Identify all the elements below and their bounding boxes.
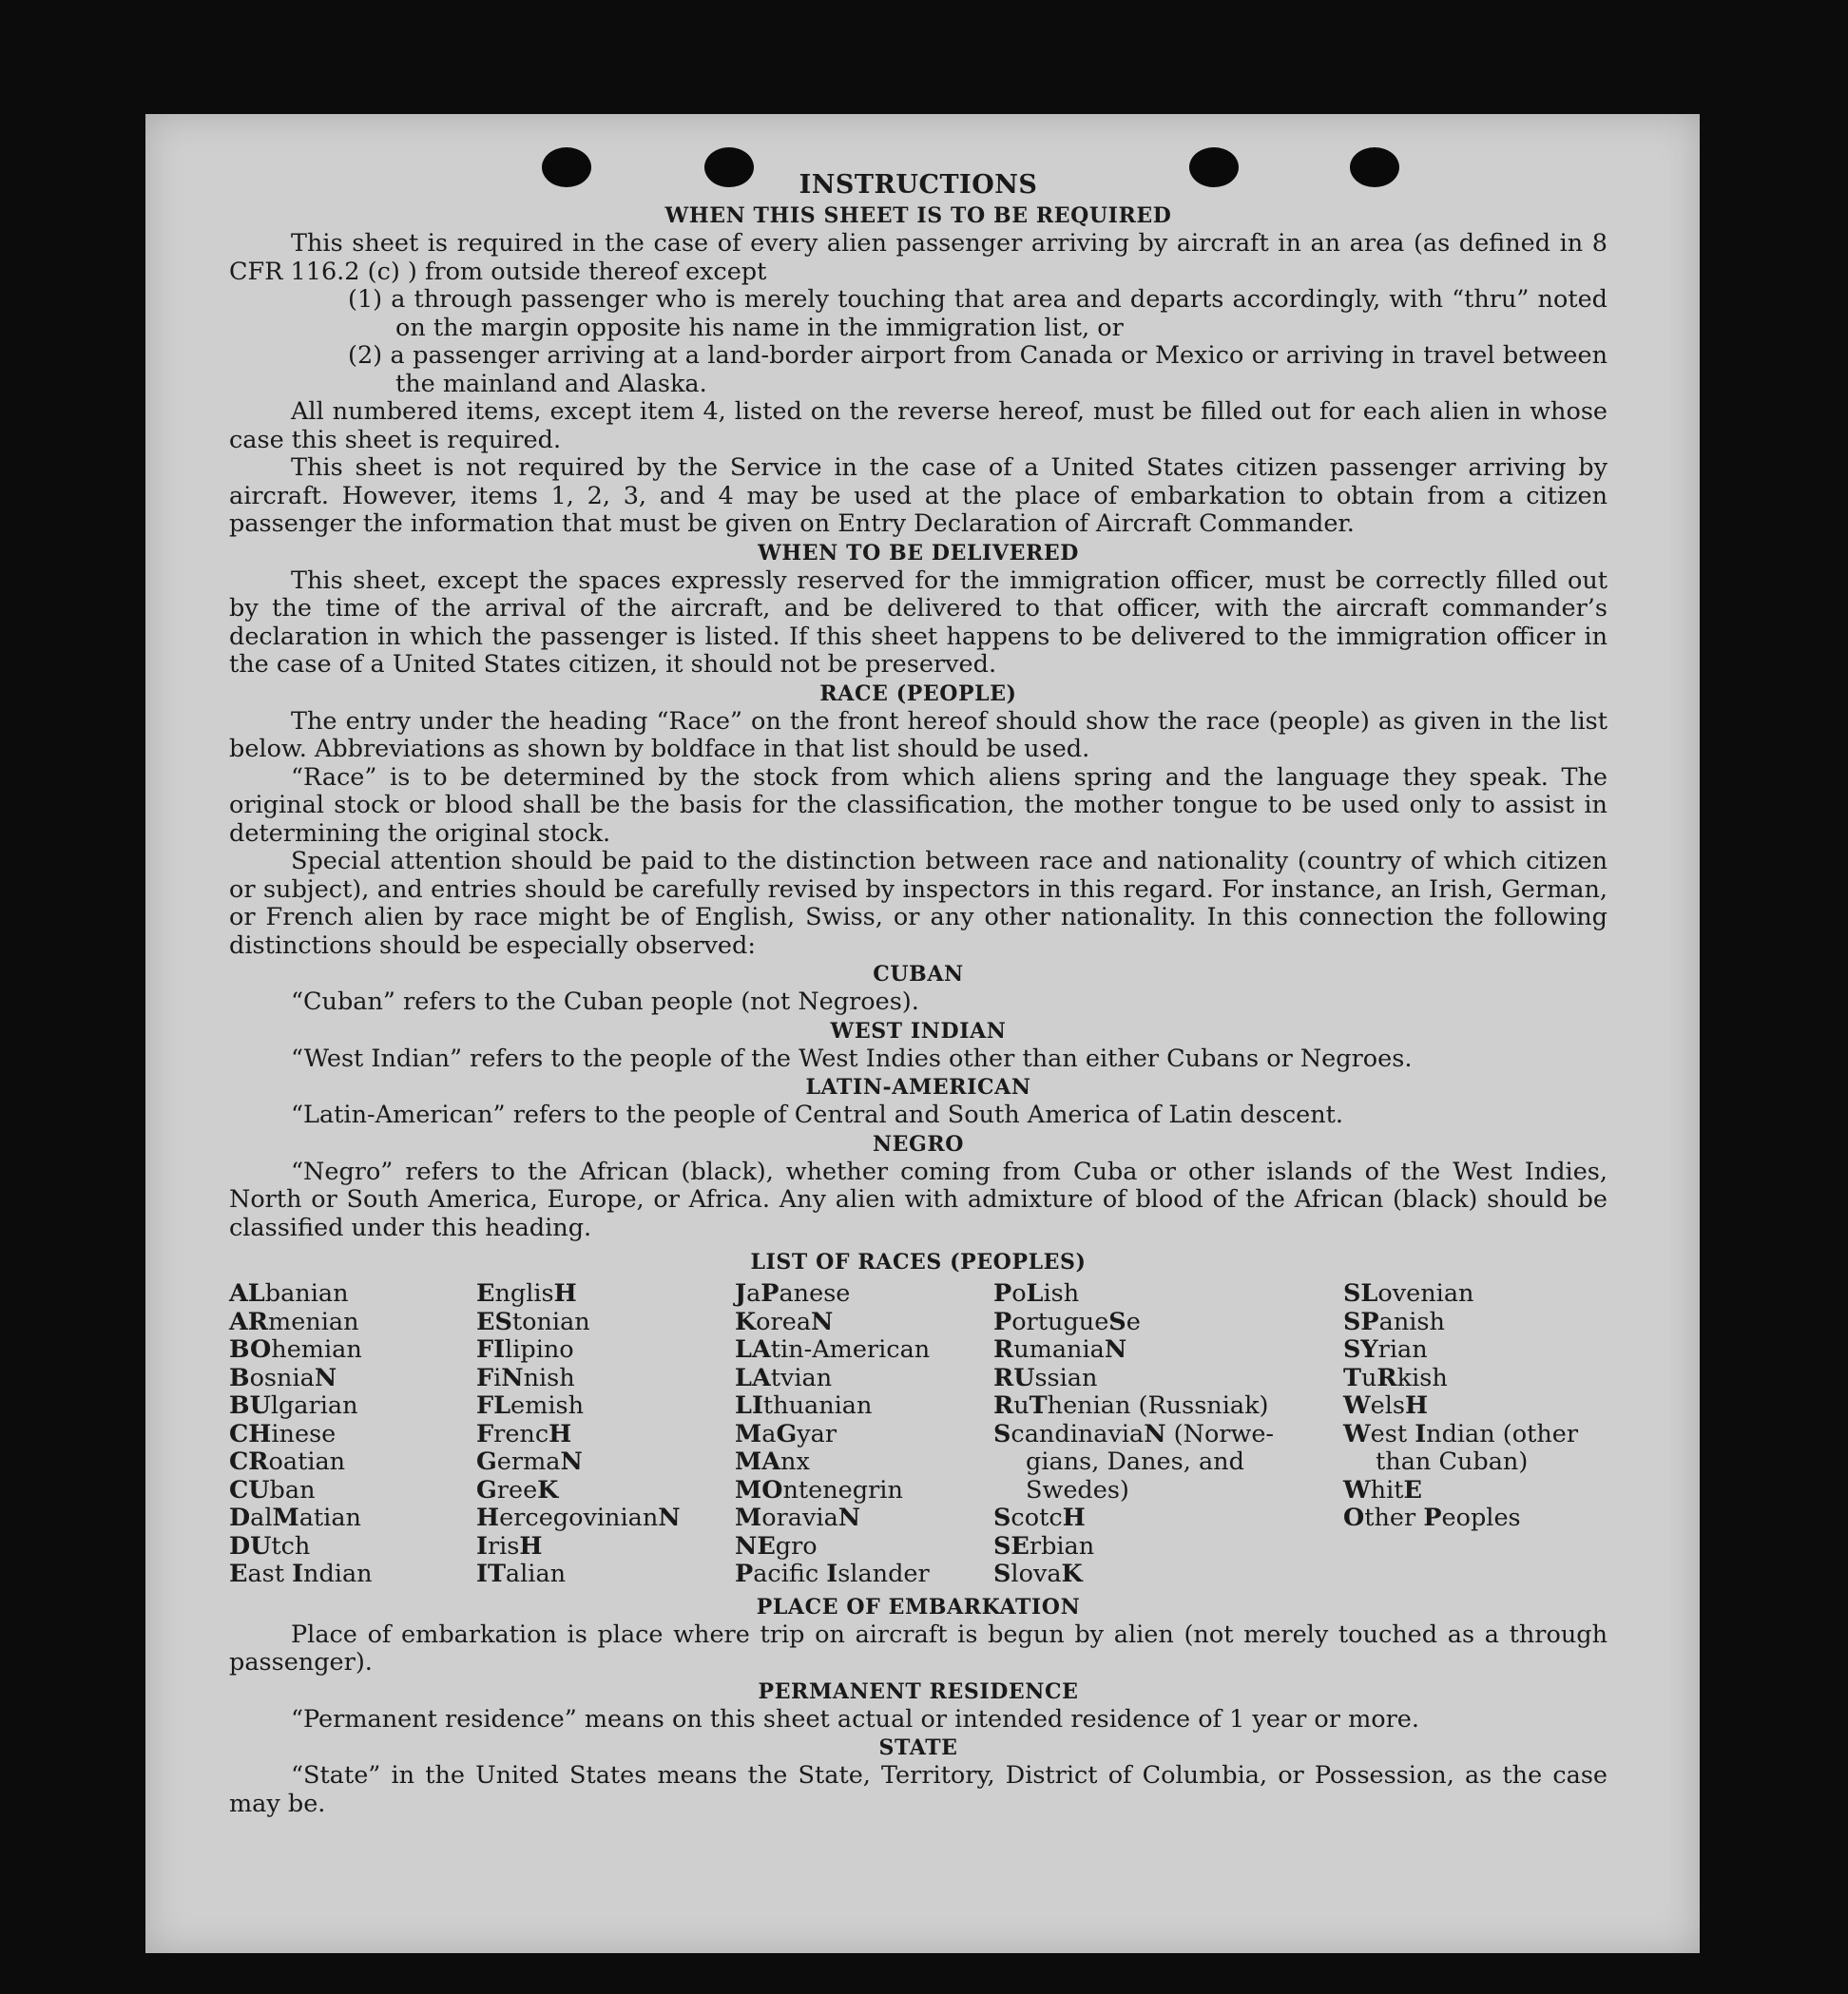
paragraph: This sheet is required in the case of every alien passenger arriving by aircraft in an area (as defined in 8 CFR 116.2 (c) ) from outside thereof except — [229, 229, 1607, 286]
race-entry: West Indian (other — [1343, 1419, 1579, 1448]
race-entry: BUlgarian — [229, 1391, 358, 1420]
race-entry: SLovenian — [1343, 1279, 1474, 1308]
heading-when-required: WHEN THIS SHEET IS TO BE REQUIRED — [664, 203, 1172, 228]
race-entry: Swedes) — [1026, 1475, 1129, 1505]
races-column — [229, 1280, 476, 1589]
paragraph: “State” in the United States means the State, Territory, District of Columbia, or Possession, as the case may be. — [229, 1761, 1607, 1818]
race-entry: ARmenian — [229, 1307, 359, 1336]
race-entry: gians, Danes, and — [1026, 1448, 1244, 1476]
race-entry: FLemish — [476, 1391, 585, 1420]
race-entry: PoLish — [993, 1279, 1080, 1308]
heading-when-delivered: WHEN TO BE DELIVERED — [758, 540, 1079, 566]
instructions-text — [229, 169, 1607, 1818]
race-entry: ITalian — [476, 1560, 567, 1588]
race-entry: East Indian — [229, 1560, 373, 1588]
paragraph: Special attention should be paid to the distinction between race and nationality (country of which citizen or subject), and entries should be carefully revised by inspectors in this regard. For instance, an Irish, German, or French alien by race might be of English, Swiss, or any other nationality. In this connection the following distinctions should be especially observed: — [229, 847, 1607, 960]
race-entry: FIlipino — [476, 1335, 574, 1364]
races-column — [476, 1280, 735, 1589]
heading-latin-american: LATIN-AMERICAN — [805, 1075, 1031, 1100]
race-entry: DalMatian — [229, 1504, 361, 1532]
race-entry: Pacifc Islander — [735, 1560, 930, 1588]
race-entry: IrisH — [476, 1531, 543, 1561]
race-entry: SErbian — [993, 1531, 1095, 1561]
heading-race: RACE (PEOPLE) — [819, 681, 1017, 706]
race-entry: ALbanian — [229, 1279, 349, 1308]
races-list — [229, 1280, 1607, 1589]
race-entry: FiNnish — [476, 1363, 575, 1392]
race-entry: NEgro — [735, 1531, 818, 1561]
paragraph: “Permanent residence” means on this sheet actual or intended residence of 1 year or more. — [291, 1704, 1419, 1734]
paragraph: All numbered items, except item 4, listed on the reverse hereof, must be filled out for each alien in whose case this sheet is required. — [229, 397, 1607, 454]
race-entry: LAtvian — [735, 1363, 833, 1392]
race-entry: CUban — [229, 1475, 316, 1505]
races-column — [1343, 1280, 1607, 1589]
race-entry: TuRkish — [1343, 1363, 1448, 1392]
race-entry: MoraviaN — [735, 1504, 861, 1532]
race-entry: CRoatian — [229, 1448, 346, 1476]
race-entry: BOhemian — [229, 1335, 362, 1364]
race-entry: JaPanese — [735, 1279, 851, 1308]
race-entry: LAtin-American — [735, 1335, 931, 1364]
paragraph: The entry under the heading “Race” on the front hereof should show the race (people) as given in the list below. Abbreviations as shown by boldface in that list should be used. — [229, 706, 1607, 763]
heading-list-of-races: LIST OF RACES (PEOPLES) — [750, 1250, 1087, 1275]
races-column — [735, 1280, 993, 1589]
page-title: INSTRUCTIONS — [799, 170, 1038, 200]
paragraph: “Cuban” refers to the Cuban people (not Negroes). — [291, 987, 919, 1016]
race-entry: KoreaN — [735, 1307, 834, 1336]
race-entry: FrencH — [476, 1419, 572, 1448]
race-entry: ScotcH — [993, 1504, 1086, 1532]
race-entry: MaGyar — [735, 1419, 837, 1448]
heading-west-indian: WEST INDIAN — [830, 1018, 1007, 1044]
race-entry: SYrian — [1343, 1335, 1428, 1364]
heading-permanent-residence: PERMANENT RESIDENCE — [758, 1678, 1079, 1704]
race-entry: MAnx — [735, 1448, 810, 1476]
race-entry: RUssian — [993, 1363, 1098, 1392]
document-page — [145, 114, 1700, 1953]
race-entry: PortugueSe — [993, 1307, 1141, 1336]
race-entry: DUtch — [229, 1531, 311, 1561]
race-entry: BosniaN — [229, 1363, 337, 1392]
list-item: (1) a through passenger who is merely touching that area and departs accordingly, with “thru” noted on the margin opposite his name in the immigration list, or — [348, 285, 1607, 342]
paragraph: This sheet is not required by the Service in the case of a United States citizen passenger arriving by aircraft. However, items 1, 2, 3, and 4 may be used at the place of embarkation to obtain from a citizen passenger the information that must be given on Entry Declaration of Aircraft Commander. — [229, 453, 1607, 538]
heading-negro: NEGRO — [872, 1131, 965, 1157]
race-entry: EStonian — [476, 1307, 590, 1336]
race-entry: WhitE — [1343, 1475, 1422, 1505]
race-entry: than Cuban) — [1376, 1448, 1529, 1476]
paragraph: “Race” is to be determined by the stock from which aliens spring and the language they speak. The original stock or blood shall be the basis for the classification, the mother tongue to be used only to assist in determining the original stock. — [229, 762, 1607, 848]
race-entry: EnglisH — [476, 1279, 577, 1308]
race-entry: SlovaK — [993, 1560, 1083, 1588]
race-entry: HercegovinianN — [476, 1504, 681, 1532]
heading-state: STATE — [878, 1735, 958, 1760]
race-entry: MOntenegrin — [735, 1475, 903, 1505]
heading-cuban: CUBAN — [873, 962, 964, 987]
race-entry: RumaniaN — [993, 1335, 1127, 1364]
paragraph: “West Indian” refers to the people of the West Indies other than either Cubans or Negroes. — [291, 1044, 1413, 1073]
race-entry: LIthuanian — [735, 1391, 873, 1420]
paragraph: “Negro” refers to the African (black), whether coming from Cuba or other islands of the West Indies, North or South America, Europe, or Africa. Any alien with admixture of blood of the African (black) should be classified under this heading. — [229, 1157, 1607, 1242]
race-entry: SPanish — [1343, 1307, 1445, 1336]
race-entry: GreeK — [476, 1475, 559, 1505]
paragraph: “Latin-American” refers to the people of Central and South America of Latin descent. — [291, 1101, 1344, 1129]
list-item: (2) a passenger arriving at a land-border airport from Canada or Mexico or arriving in travel between the mainland and Alaska. — [348, 341, 1607, 398]
paragraph: This sheet, except the spaces expressly reserved for the immigration officer, must be correctly filled out by the time of the arrival of the aircraft, and be delivered to that officer, with the aircraft commander’s declaration in which the passenger is listed. If this sheet happens to be delivered to the immigration officer in the case of a United States citizen, it should not be preserved. — [229, 566, 1607, 679]
race-entry: Other Peoples — [1343, 1504, 1521, 1532]
race-entry: RuThenian (Russniak) — [993, 1391, 1269, 1420]
race-entry: CHinese — [229, 1419, 337, 1448]
paragraph: Place of embarkation is place where trip on aircraft is begun by alien (not merely touched as a through passenger). — [229, 1620, 1607, 1677]
race-entry: GermaN — [476, 1448, 583, 1476]
race-entry: ScandinaviaN (Norwe- — [993, 1419, 1275, 1448]
race-entry: WelsH — [1343, 1391, 1429, 1420]
races-column — [993, 1280, 1343, 1589]
heading-embarkation: PLACE OF EMBARKATION — [756, 1594, 1081, 1620]
